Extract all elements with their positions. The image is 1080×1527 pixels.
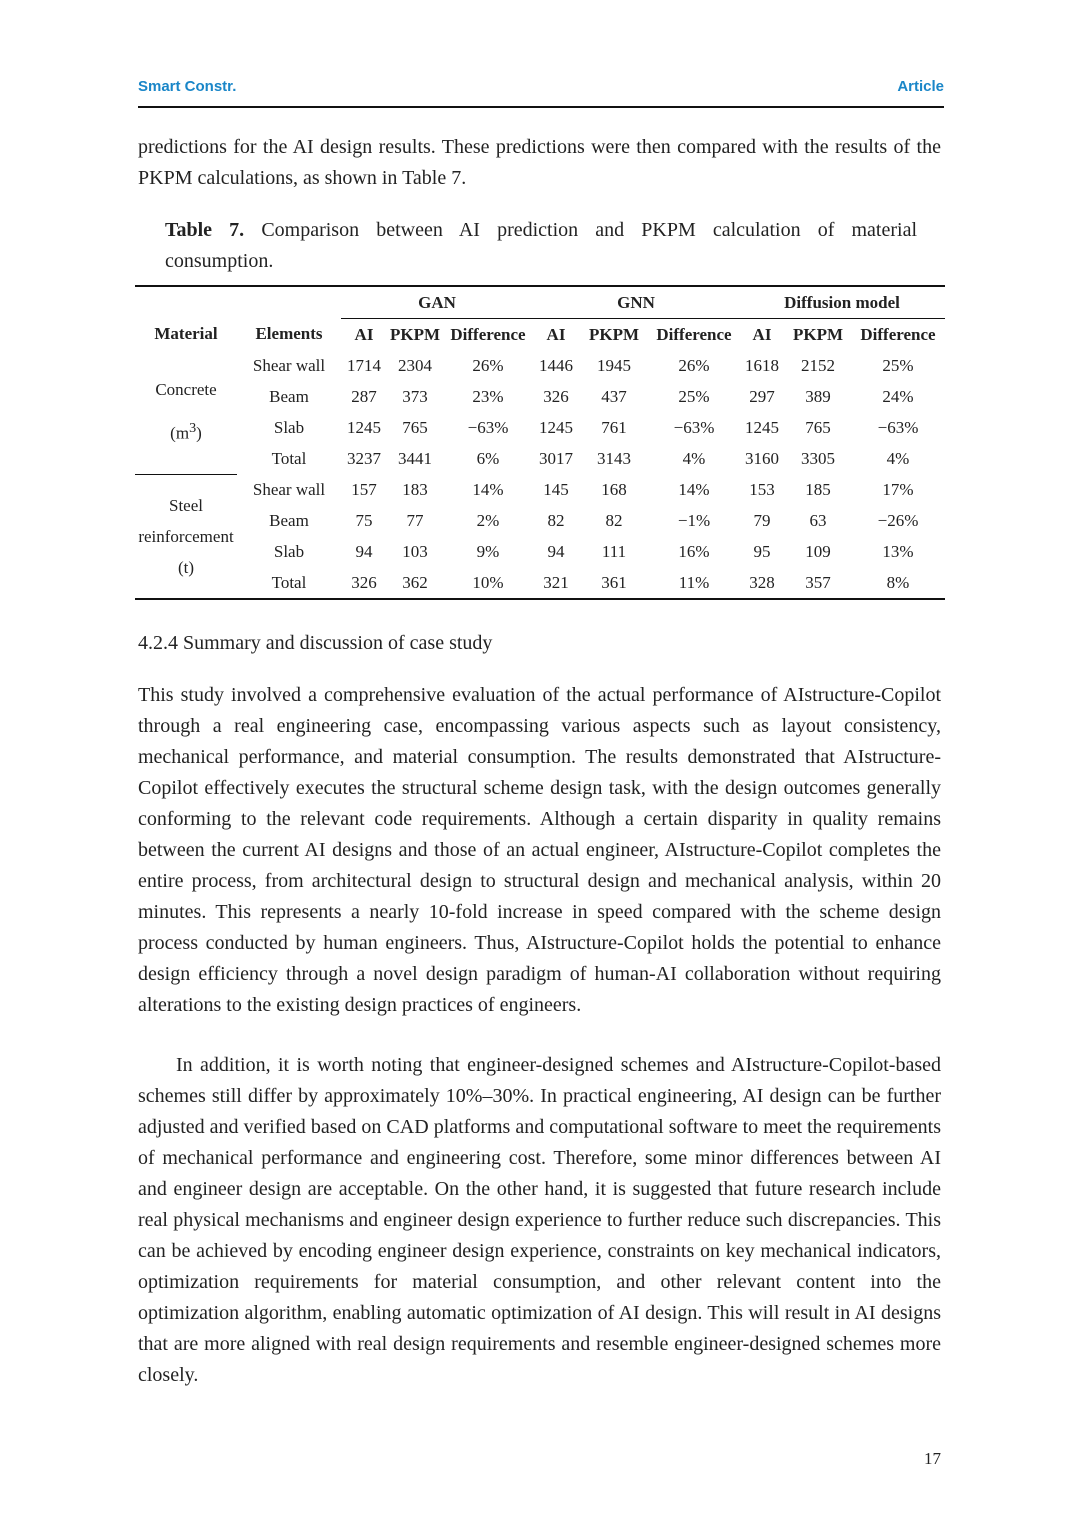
- journal-name: Smart Constr.: [138, 78, 237, 95]
- table-cell: −1%: [677, 510, 711, 530]
- table-row: [135, 505, 945, 536]
- table-cell: Shear wall: [252, 479, 326, 499]
- table-cell: 145: [543, 479, 569, 499]
- table-cell: 357: [785, 567, 851, 599]
- col-elements: Elements: [255, 324, 323, 344]
- table-cell: −63%: [673, 417, 715, 437]
- table-row: [135, 567, 945, 599]
- table-cell: 168: [601, 479, 627, 499]
- table-cell: 1714: [347, 355, 381, 375]
- table-cell: 25%: [882, 355, 914, 375]
- table-row: [135, 412, 945, 443]
- concrete-label: Concrete: [155, 379, 217, 399]
- section-title: 4.2.4 Summary and discussion of case study: [138, 632, 493, 654]
- col-gan-diff: Difference: [450, 324, 526, 344]
- table-cell: 23%: [472, 386, 504, 406]
- table-cell: 2304: [398, 355, 432, 375]
- col-material: Material: [154, 324, 218, 344]
- table-cell: 94: [355, 541, 373, 561]
- table-cell: 3017: [539, 448, 573, 468]
- group-gan: GAN: [341, 286, 533, 319]
- group-diffusion: Diffusion model: [739, 286, 945, 319]
- material-steel: [135, 474, 237, 599]
- table-cell: 17%: [882, 479, 914, 499]
- table-cell: 3441: [398, 448, 432, 468]
- table-cell: 765: [402, 417, 428, 437]
- table-row: [135, 381, 945, 412]
- table-cell: Slab: [273, 417, 305, 437]
- table-cell: 111: [601, 541, 627, 561]
- table-cell: 287: [351, 386, 377, 406]
- table-cell: 103: [402, 541, 428, 561]
- table-cell: Shear wall: [252, 355, 326, 375]
- table-cell: 75: [355, 510, 373, 530]
- table-cell: 362: [387, 567, 443, 599]
- column-header-row: [135, 319, 945, 351]
- table-cell: 373: [402, 386, 428, 406]
- table-cell: 82: [605, 510, 623, 530]
- table-cell: 183: [402, 479, 428, 499]
- table-cell: 6%: [476, 448, 500, 468]
- table-cell: Beam: [269, 386, 309, 406]
- table-cell: 94: [547, 541, 565, 561]
- col-gnn-ai: AI: [546, 324, 566, 344]
- table-cell: 157: [351, 479, 377, 499]
- table-cell: 3305: [801, 448, 835, 468]
- table-cell: 82: [547, 510, 565, 530]
- table-cell: 765: [805, 417, 831, 437]
- col-diff-pkpm: PKPM: [792, 324, 844, 344]
- table-cell: 13%: [882, 541, 914, 561]
- table-cell: 2152: [801, 355, 835, 375]
- col-gan-pkpm: PKPM: [389, 324, 441, 344]
- table-cell: 153: [749, 479, 775, 499]
- table-cell: 1618: [745, 355, 779, 375]
- table-cell: 185: [805, 479, 831, 499]
- body-paragraph: This study involved a comprehensive evaluation of the actual performance of AIstructure-Copilot through a real engineering case, encompassing various aspects such as layout consistency, mechanical performance, and material consumption. The results demonstrated that AIstructure-Copilot effectively executes the structural scheme design task, with the design outcomes generally conforming to the relevant code requirements. Although a certain disparity in quality remains between the current AI designs and those of an actual engineer, AIstructure-Copilot completes the entire process, from architectural design to structural design and mechanical analysis, within 20 minutes. This represents a nearly 10-fold increase in speed compared with the scheme design process conducted by human engineers. Thus, AIstructure-Copilot holds the potential to enhance design efficiency through a novel design paradigm of human-AI collaboration without requiring alterations to the existing design practices of engineers.: [138, 684, 941, 1016]
- table-cell: 1446: [539, 355, 573, 375]
- table-cell: 2%: [476, 510, 500, 530]
- steel-unit: (t): [177, 557, 195, 577]
- table-row: [135, 443, 945, 474]
- table-cell: 389: [805, 386, 831, 406]
- table-cell: 25%: [678, 386, 710, 406]
- table-cell: 1245: [745, 417, 779, 437]
- material-concrete: [135, 350, 237, 474]
- table-cell: Beam: [269, 510, 309, 530]
- group-gnn: GNN: [533, 286, 739, 319]
- table-cell: 95: [753, 541, 771, 561]
- material-comparison-table: [135, 285, 945, 600]
- table-cell: 3237: [347, 448, 381, 468]
- blank-corner: [135, 286, 341, 319]
- table-cell: 326: [543, 386, 569, 406]
- col-diff-diff: Difference: [860, 324, 936, 344]
- table-caption: [165, 215, 917, 277]
- concrete-unit-sup: 3: [189, 419, 197, 436]
- concrete-unit-close: ): [196, 423, 202, 443]
- table-cell: 437: [601, 386, 627, 406]
- table-cell: 9%: [476, 541, 500, 561]
- body-paragraph: In addition, it is worth noting that engineer-designed schemes and AIstructure-Copilot-based schemes still differ by approximately 10%–30%. In practical engineering, AI design can be further adjusted and verified based on CAD platforms and computational software to meet the requirements of mechanical performance and engineering cost. Therefore, some minor differences between AI and engineer design are acceptable. On the other hand, it is suggested that future research include real physical mechanisms and engineer design experience to further reduce such discrepancies. This can be achieved by encoding engineer design experience, constraints on key mechanical indicators, optimization requirements for material consumption, and other relevant content into the optimization algorithm, enabling automatic optimization of AI design. This will result in AI designs that are more aligned with real design requirements and resemble engineer-designed schemes more closely.: [138, 1054, 941, 1386]
- table-cell: 109: [805, 541, 831, 561]
- table-cell: 63: [809, 510, 827, 530]
- col-gan-ai: AI: [354, 324, 374, 344]
- table-cell: Total: [271, 448, 307, 468]
- group-header-row: [135, 286, 945, 319]
- page-number: 17: [924, 1449, 941, 1468]
- concrete-unit-open: (m: [170, 423, 190, 443]
- table-cell: 24%: [882, 386, 914, 406]
- table-caption-text: Comparison between AI prediction and PKPM calculation of material consumption.: [165, 219, 918, 272]
- table-cell: 10%: [443, 567, 533, 599]
- table-cell: 4%: [682, 448, 706, 468]
- steel-label-2: reinforcement: [138, 526, 234, 546]
- steel-rows: [135, 474, 945, 599]
- table-caption-label: Table 7.: [165, 219, 245, 241]
- table-cell: 14%: [678, 479, 710, 499]
- article-type: Article: [897, 78, 944, 95]
- table-row: [135, 474, 945, 505]
- table-row: [135, 536, 945, 567]
- concrete-rows: [135, 350, 945, 474]
- table-cell: −63%: [877, 417, 919, 437]
- table-cell: −63%: [467, 417, 509, 437]
- page-header: [138, 78, 944, 108]
- table-cell: 14%: [472, 479, 504, 499]
- intro-paragraph: predictions for the AI design results. These predictions were then compared with the results of the PKPM calculations, as shown in Table 7.: [138, 136, 941, 189]
- table-cell: 79: [753, 510, 771, 530]
- table-cell: 321: [533, 567, 579, 599]
- table-cell: 297: [749, 386, 775, 406]
- table-cell: 328: [739, 567, 785, 599]
- table-cell: 26%: [678, 355, 710, 375]
- table-cell: 77: [406, 510, 424, 530]
- col-gnn-diff: Difference: [656, 324, 732, 344]
- table-cell: Slab: [273, 541, 305, 561]
- table-cell: 16%: [678, 541, 710, 561]
- table-cell: Total: [237, 567, 341, 599]
- table-cell: 761: [601, 417, 627, 437]
- table-cell: 4%: [886, 448, 910, 468]
- steel-label: Steel: [169, 495, 203, 515]
- col-diff-ai: AI: [752, 324, 772, 344]
- table-cell: 8%: [851, 567, 945, 599]
- table-cell: 1245: [539, 417, 573, 437]
- table-cell: 1945: [597, 355, 631, 375]
- table-row: [135, 350, 945, 381]
- table-cell: 361: [579, 567, 649, 599]
- table-cell: 11%: [649, 567, 739, 599]
- table-cell: 326: [341, 567, 387, 599]
- table-cell: 3160: [745, 448, 779, 468]
- table-cell: 26%: [472, 355, 504, 375]
- table-cell: −26%: [877, 510, 919, 530]
- table-cell: 1245: [347, 417, 381, 437]
- col-gnn-pkpm: PKPM: [588, 324, 640, 344]
- table-cell: 3143: [597, 448, 631, 468]
